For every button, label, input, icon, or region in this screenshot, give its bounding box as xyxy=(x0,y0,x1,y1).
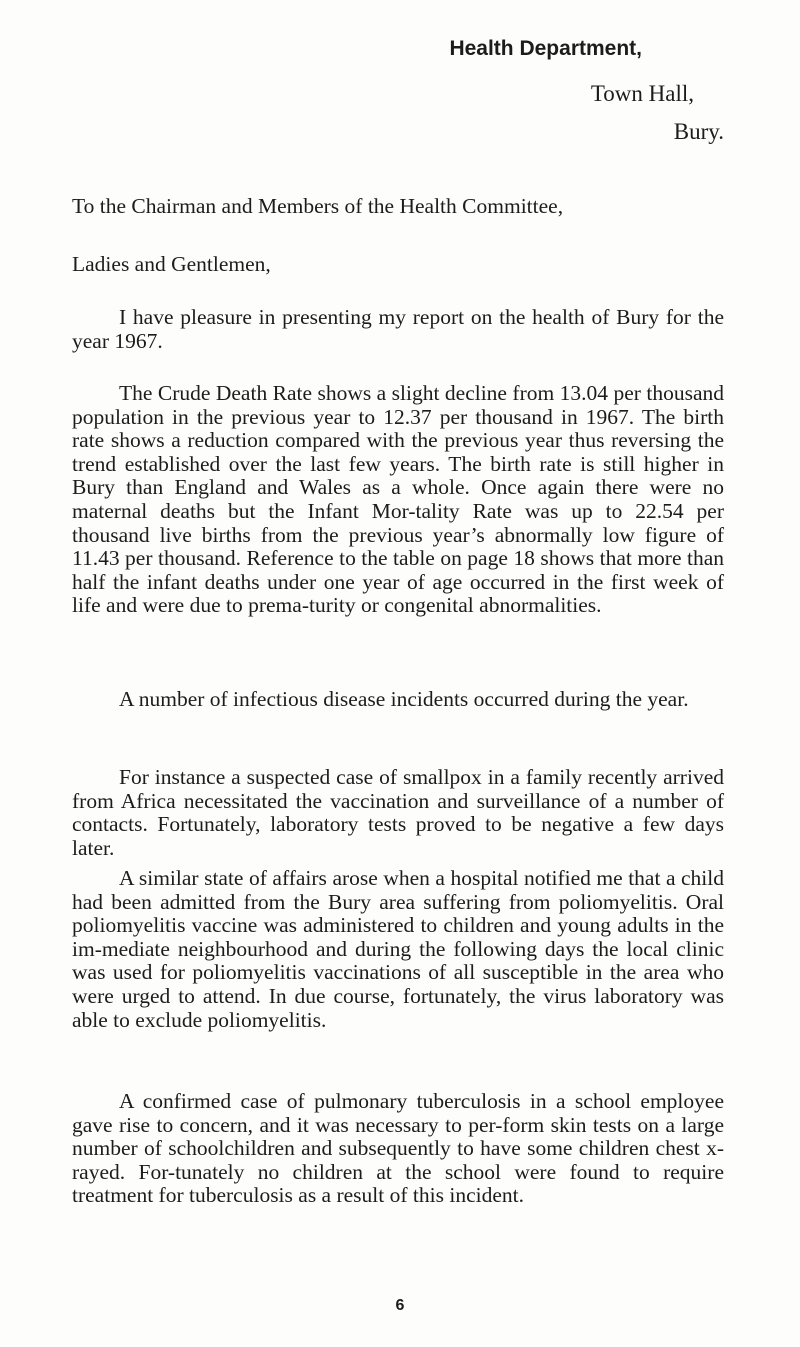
paragraph-infectious-disease: A number of infectious disease incidents occurred during the year. xyxy=(119,687,689,711)
paragraph-tuberculosis: A confirmed case of pulmonary tuberculosis in a school employee gave rise to concern, and it was necessary to per-form skin tests on a large number of schoolchildren and subsequently to have some children chest x-rayed. For-tunately no children at the school were found to require treatment for tuberculosis as a result of this incident. xyxy=(72,1089,724,1208)
address-line-town: Bury. xyxy=(673,119,724,144)
paragraph-smallpox: For instance a suspected case of smallpox in a family recently arrived from Africa necessitated the vaccination and surveillance of a number of contacts. Fortunately, laboratory tests proved to be negative a few days later. xyxy=(72,765,724,860)
address-line-department: Health Department, xyxy=(449,37,642,60)
addressee-line: To the Chairman and Members of the Health Committee, xyxy=(72,194,564,218)
address-line-building: Town Hall, xyxy=(590,81,694,106)
paragraph-poliomyelitis: A similar state of affairs arose when a hospital notified me that a child had been admitted from the Bury area suffering from poliomyelitis. Oral poliomyelitis vaccine was administered to children and young adults in the im-mediate neighbourhood and during the following days the local clinic was used for poliomyelitis vaccinations of all susceptible in the area who were urged to attend. In due course, fortunately, the virus laboratory was able to exclude poliomyelitis. xyxy=(72,866,724,1032)
paragraph-introduction: I have pleasure in presenting my report on the health of Bury for the year 1967. xyxy=(72,305,724,353)
paragraph-vital-statistics: The Crude Death Rate shows a slight decline from 13.04 per thousand population in the previous year to 12.37 per thousand in 1967. The birth rate shows a reduction compared with the previous year thus reversing the trend established over the last few years. The birth rate is still higher in Bury than England and Wales as a whole. Once again there were no maternal deaths but the Infant Mor-tality Rate was up to 22.54 per thousand live births from the previous year’s abnormally low figure of 11.43 per thousand. Reference to the table on page 18 shows that more than half the infant deaths under one year of age occurred in the first week of life and were due to prema-turity or congenital abnormalities. xyxy=(72,381,724,618)
page-number: 6 xyxy=(395,1297,405,1314)
greeting-line: Ladies and Gentlemen, xyxy=(72,252,271,276)
